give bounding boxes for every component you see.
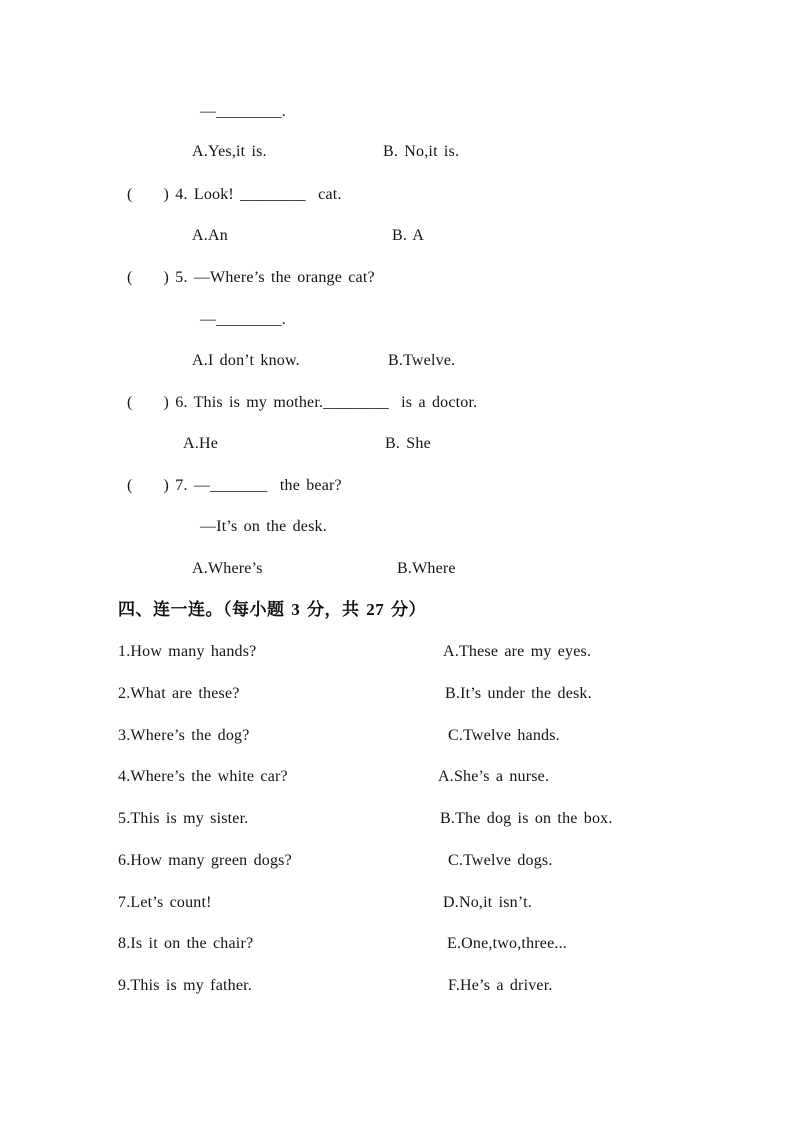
match-left-7: 7.Let’s count! [118,894,212,911]
match-right-3: C.Twelve hands. [448,727,560,744]
q5-option-a: A.I don’t know. [192,352,300,369]
q5-stem: ( ) 5. —Where’s the orange cat? [127,269,375,286]
match-right-9: F.He’s a driver. [448,977,553,994]
match-right-1: A.These are my eyes. [443,643,592,660]
q7-stem: ( ) 7. —_______ the bear? [127,477,342,494]
matching-section-heading: 四、连一连。（每小题 3 分，共 27 分） [118,600,426,619]
match-left-9: 9.This is my father. [118,977,252,994]
q3-option-b: B. No,it is. [383,143,460,160]
match-right-8: E.One,two,three... [447,935,568,952]
q5-answer-blank: —________. [200,311,286,328]
match-right-6: C.Twelve dogs. [448,852,553,869]
q7-option-b: B.Where [397,560,456,577]
match-left-2: 2.What are these? [118,685,240,702]
match-right-2: B.It’s under the desk. [445,685,592,702]
q4-option-b: B. A [392,227,425,244]
match-left-8: 8.Is it on the chair? [118,935,254,952]
match-left-4: 4.Where’s the white car? [118,768,288,785]
match-left-1: 1.How many hands? [118,643,257,660]
q4-option-a: A.An [192,227,228,244]
match-left-6: 6.How many green dogs? [118,852,292,869]
match-left-3: 3.Where’s the dog? [118,727,250,744]
match-left-5: 5.This is my sister. [118,810,249,827]
q3-answer-blank: —________. [200,103,286,120]
q6-option-b: B. She [385,435,431,452]
q4-stem: ( ) 4. Look! ________ cat. [127,186,342,203]
match-right-5: B.The dog is on the box. [440,810,613,827]
q6-option-a: A.He [183,435,219,452]
match-right-7: D.No,it isn’t. [443,894,532,911]
match-right-4: A.She’s a nurse. [438,768,550,785]
q3-option-a: A.Yes,it is. [192,143,267,160]
q7-answer: —It’s on the desk. [200,518,327,535]
q7-option-a: A.Where’s [192,560,263,577]
q6-stem: ( ) 6. This is my mother.________ is a doctor. [127,394,478,411]
q5-option-b: B.Twelve. [388,352,456,369]
